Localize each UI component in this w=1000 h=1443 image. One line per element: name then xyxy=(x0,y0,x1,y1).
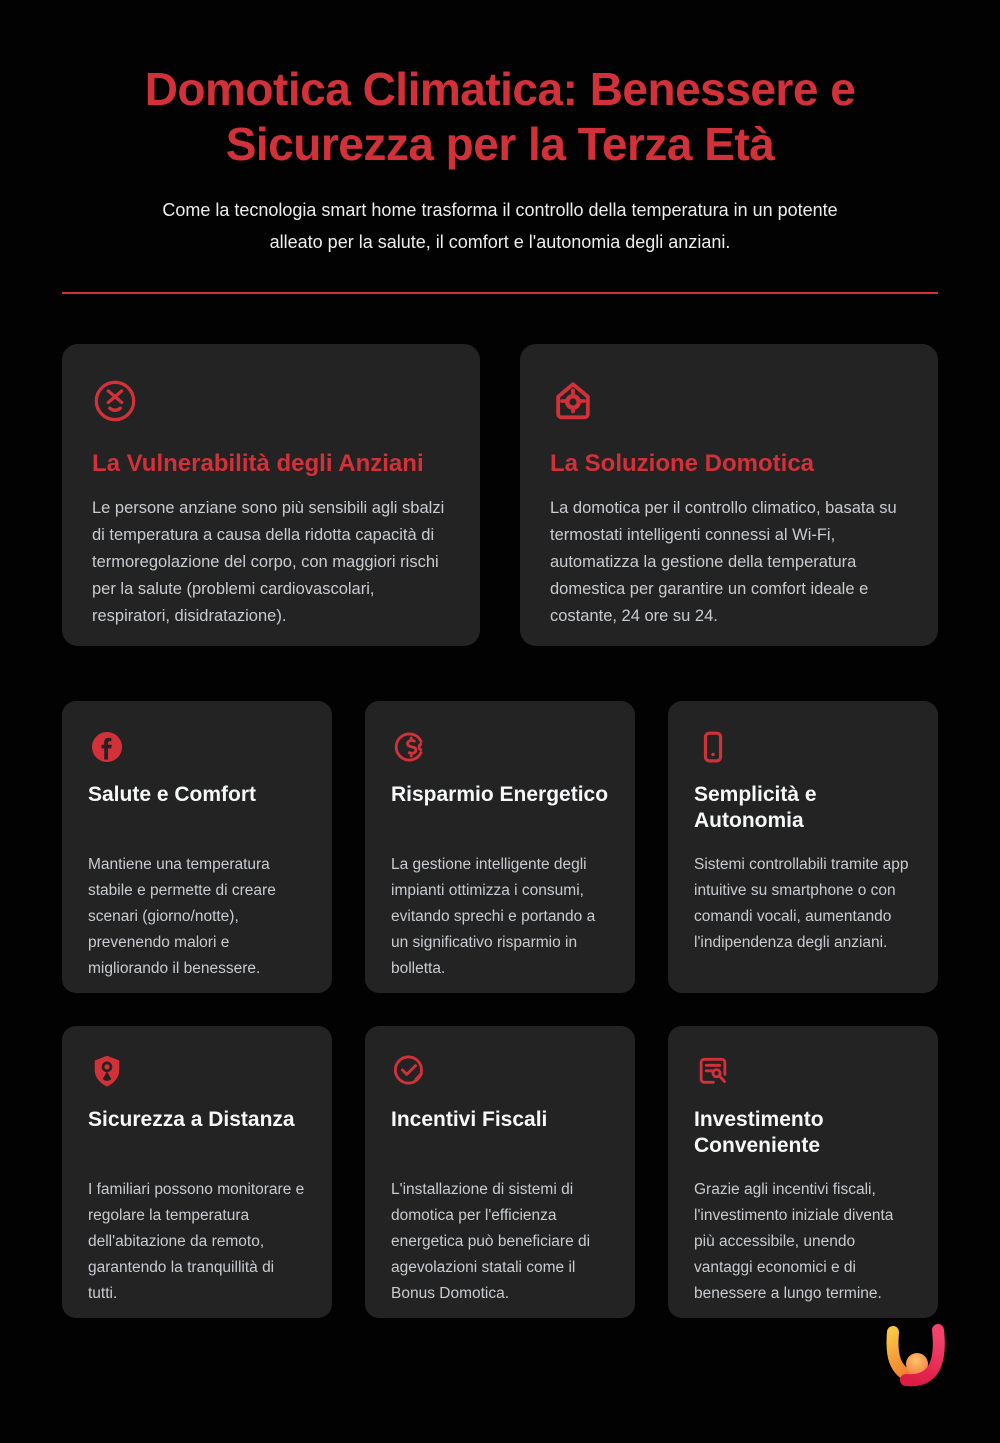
page-title-line1: Domotica Climatica: Benessere e xyxy=(144,63,856,115)
facebook-icon xyxy=(88,728,126,766)
brand-logo xyxy=(876,1321,956,1407)
card-body: Grazie agli incentivi fiscali, l'investimento iniziale diventa più accessibile, unendo vantaggi economici e di benessere a lungo termine. xyxy=(694,1181,894,1303)
card-title: Sicurezza a Distanza xyxy=(88,1108,295,1132)
card-body: L'installazione di sistemi di domotica per l'efficienza energetica può beneficiare di agevolazioni statali come il Bonus Domotica. xyxy=(391,1181,591,1303)
smart-home-thermostat-icon xyxy=(550,378,596,424)
card-semplicita-autonomia xyxy=(668,701,938,993)
card-body: I familiari possono monitorare e regolare la temperatura dell'abitazione da remoto, garantendo la tranquillità di tutti. xyxy=(88,1181,305,1303)
card-title: La Vulnerabilità degli Anziani xyxy=(92,450,424,478)
card-incentivi-fiscali xyxy=(365,1026,635,1318)
card-investimento-conveniente xyxy=(668,1026,938,1318)
check-circle-icon xyxy=(391,1053,429,1091)
card-body: Sistemi controllabili tramite app intuitive su smartphone o con comandi vocali, aumentando l'indipendenza degli anziani. xyxy=(694,856,909,952)
card-salute-comfort xyxy=(62,701,332,993)
card-title: Incentivi Fiscali xyxy=(391,1108,548,1132)
card-title: Investimento Conveniente xyxy=(694,1108,824,1158)
card-soluzione-domotica xyxy=(520,344,938,646)
card-body: Le persone anziane sono più sensibili agli sbalzi di temperatura a causa della ridotta capacità di termoregolazione del corpo, con maggiori rischi per la salute (problemi cardiovascolari, respiratori, disidratazione). xyxy=(92,499,445,626)
card-sicurezza-distanza xyxy=(62,1026,332,1318)
card-title: La Soluzione Domotica xyxy=(550,450,815,478)
card-title: Semplicità e Autonomia xyxy=(694,783,817,833)
card-body: Mantiene una temperatura stabile e permette di creare scenari (giorno/notte), prevenendo malori e migliorando il benessere. xyxy=(88,856,276,978)
card-title: Risparmio Energetico xyxy=(391,783,609,807)
card-title: Salute e Comfort xyxy=(88,783,257,807)
card-body: La gestione intelligente degli impianti ottimizza i consumi, evitando sprechi e portando a un significativo risparmio in bolletta. xyxy=(391,856,596,978)
page-title xyxy=(0,62,1000,172)
feature-row xyxy=(0,344,1000,646)
page-title-line2: Sicurezza per la Terza Età xyxy=(225,118,775,171)
dizzy-face-circle-icon xyxy=(92,378,138,424)
card-body: La domotica per il controllo climatico, basata su termostati intelligenti connessi al Wi-Fi, automatizza la gestione della temperatura domestica per garantire un comfort ideale e costante, 24 ore su 24. xyxy=(550,499,897,626)
page-subtitle: Come la tecnologia smart home trasforma il controllo della temperatura in un potente alleato per la salute, il comfort e l'autonomia degli anziani. xyxy=(162,200,838,253)
document-search-icon xyxy=(694,1053,732,1091)
page-header xyxy=(0,0,1000,258)
security-shield-icon xyxy=(88,1053,126,1091)
benefit-row-1 xyxy=(0,701,1000,993)
benefit-row-2 xyxy=(0,1026,1000,1318)
card-risparmio-energetico xyxy=(365,701,635,993)
card-vulnerabilita-anziani xyxy=(62,344,480,646)
energy-savings-coin-icon xyxy=(391,728,429,766)
smartphone-icon xyxy=(694,728,732,766)
divider-line xyxy=(62,292,938,294)
